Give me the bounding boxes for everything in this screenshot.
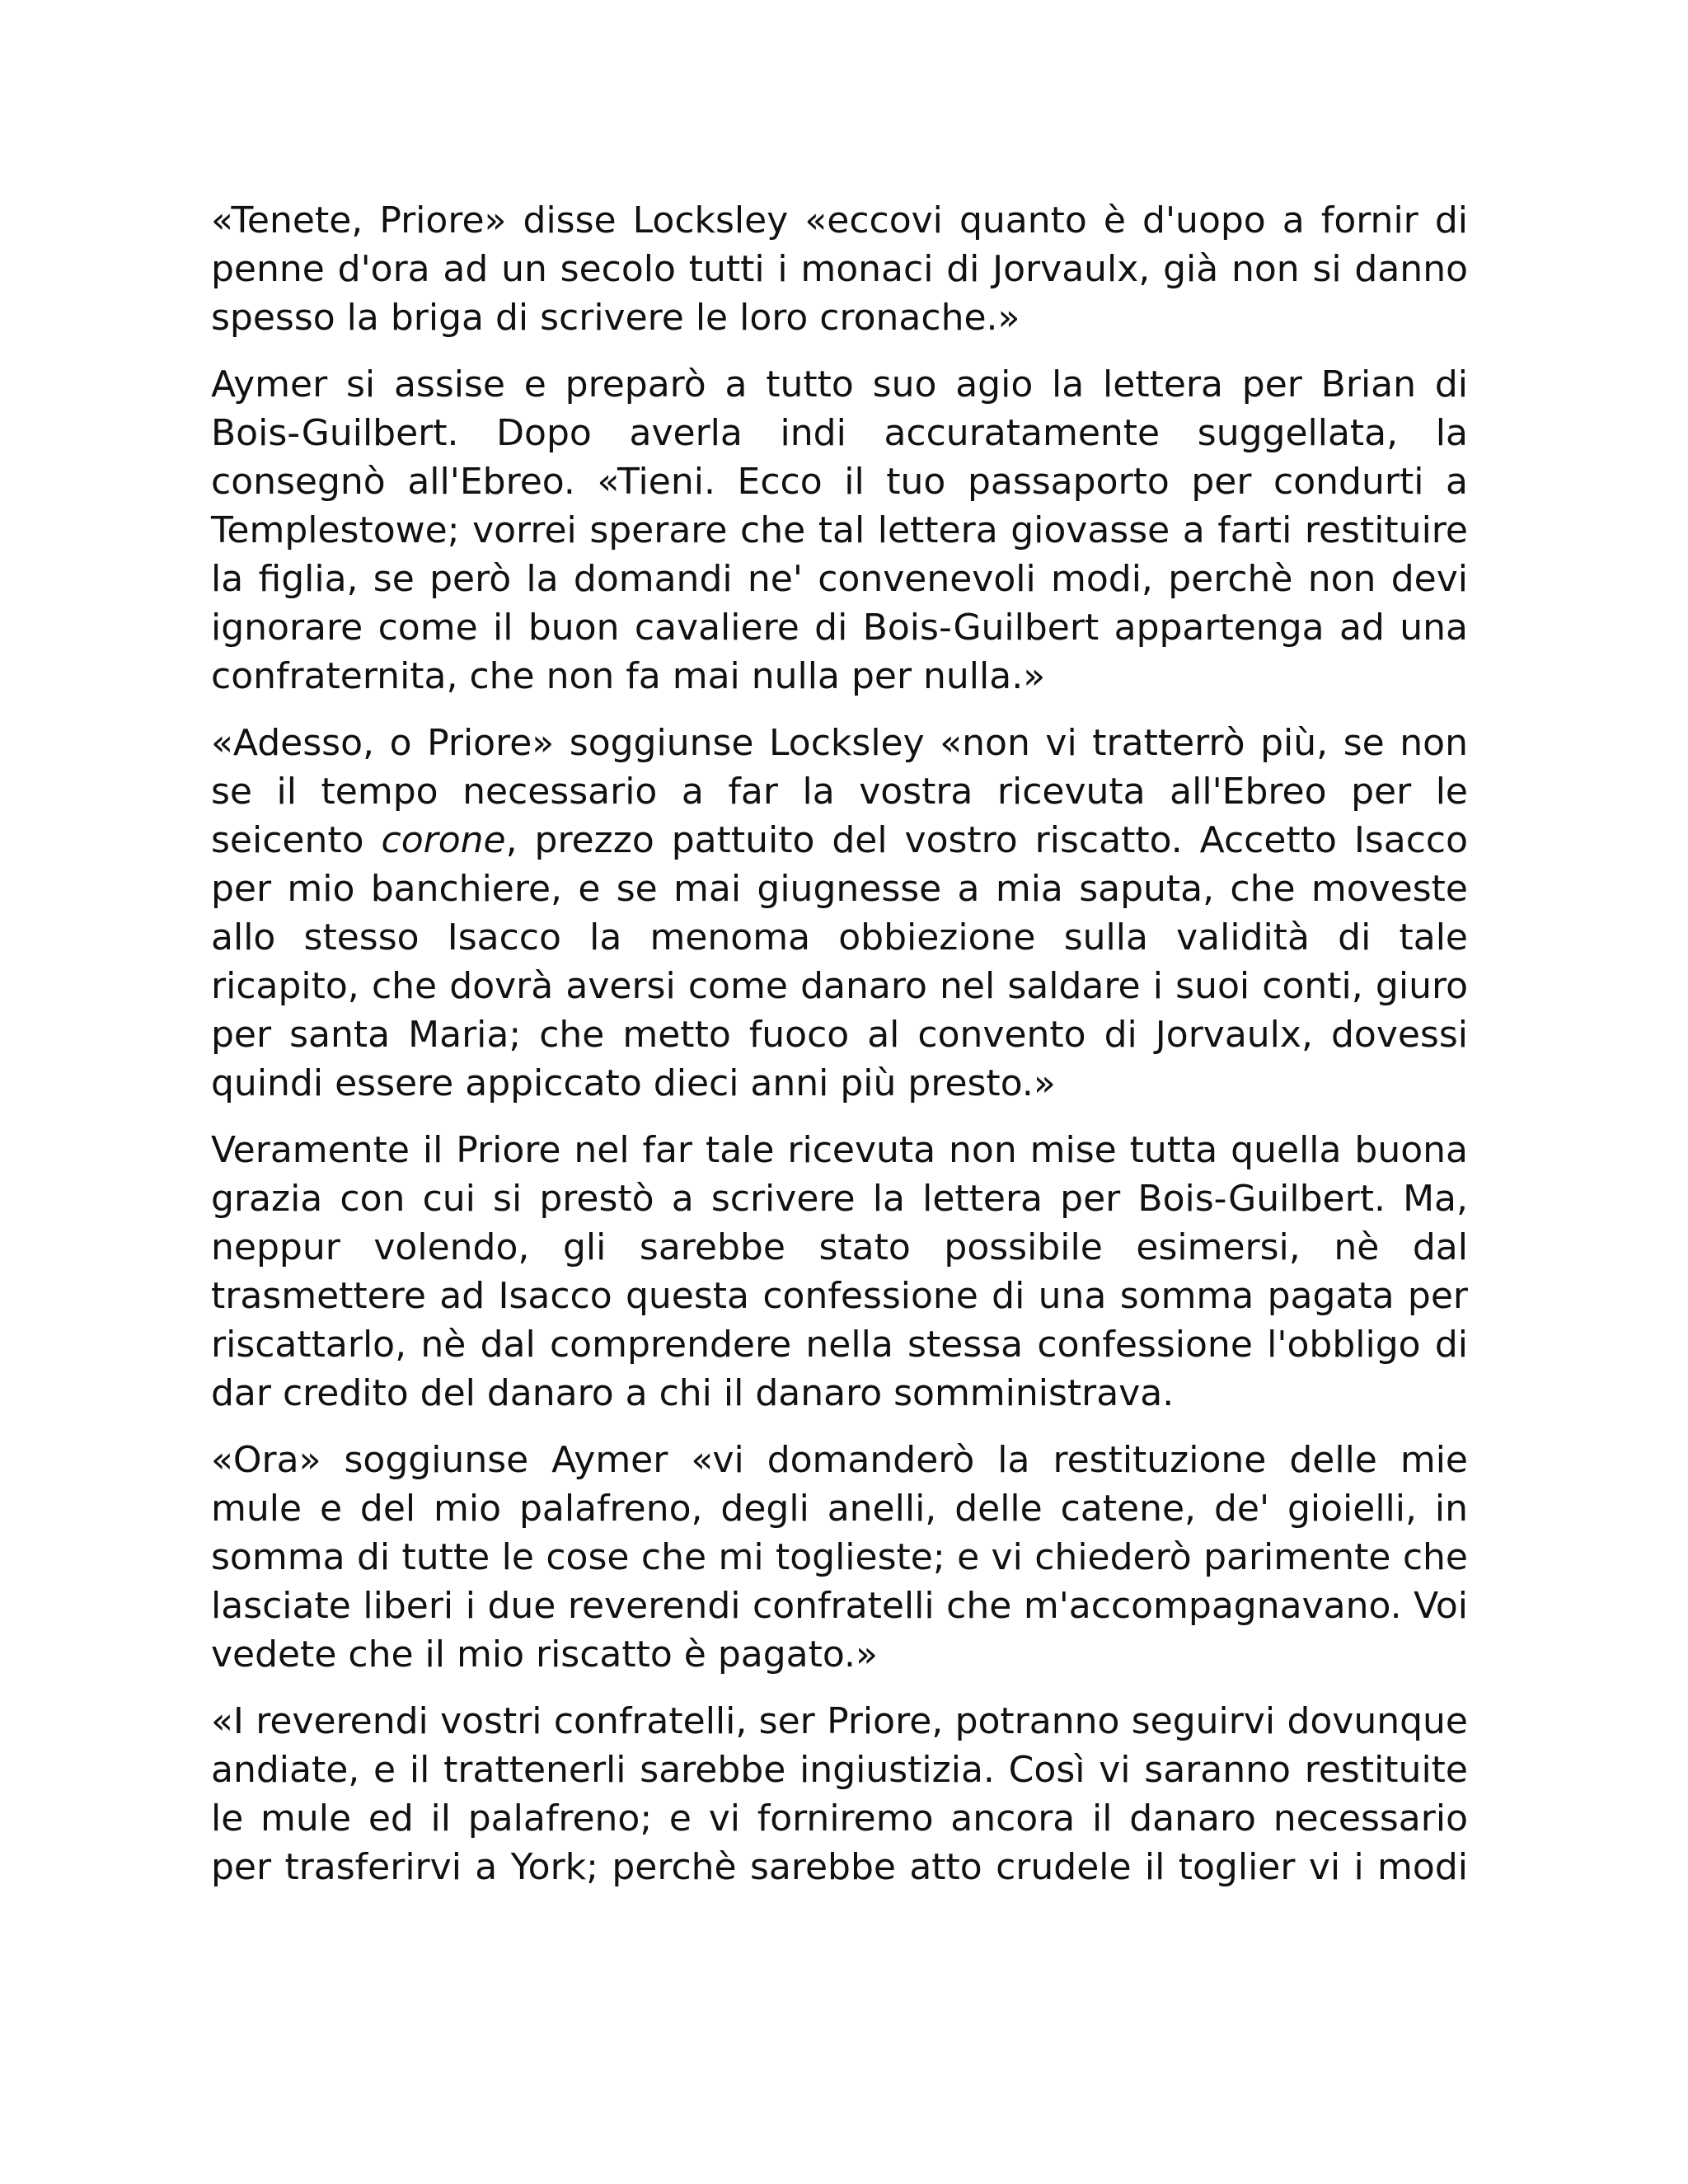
paragraph: Aymer si assise e preparò a tutto suo agio la lettera per Brian di Bois-Guilbert. Dopo averla indi accuratamente suggellata, la consegnò all'Ebreo. «Tieni. Ecco il tuo passaporto per condurti a Templestowe; vorrei sperare che tal lettera giovasse a farti restituire la figlia, se però la domandi ne' convenevoli modi, perchè non devi ignorare come il buon cavaliere di Bois-Guilbert appartenga ad una confraternita, che non fa mai nulla per nulla.» — [211, 363, 1468, 697]
paragraph-text: «Adesso, o Priore» soggiunse Locksley «non vi tratterrò più, se non se il tempo necessario a far la vostra ricevuta all'Ebreo per le seicento — [211, 722, 1468, 861]
paragraph — [211, 719, 1468, 1108]
paragraph: «I reverendi vostri confratelli, ser Priore, potranno seguirvi dovunque andiate, e il trattenerli sarebbe ingiustizia. Così vi saranno restituite le mule ed il palafreno; e vi forniremo ancora il danaro necessario per trasferirvi a York; perchè sarebbe atto crudele il toglier vi i modi — [211, 1700, 1468, 1888]
paragraph-text: , prezzo pattuito del vostro riscatto. Accetto Isacco per mio banchiere, e se mai giugnesse a mia saputa, che moveste allo stesso Isacco la menoma obbiezione sulla validità di tale ricapito, che dovrà aversi come danaro nel saldare i suoi conti, giuro per santa Maria; che metto fuoco al convento di Jorvaulx, dovessi quindi essere appiccato dieci anni più presto.» — [211, 819, 1468, 1104]
italic-word: corone — [381, 819, 506, 861]
paragraph: «Tenete, Priore» disse Locksley «eccovi quanto è d'uopo a fornir di penne d'ora ad un secolo tutti i monaci di Jorvaulx, già non si danno spesso la briga di scrivere le loro cronache.» — [211, 199, 1468, 339]
document-body — [211, 196, 1468, 1891]
paragraph: Veramente il Priore nel far tale ricevuta non mise tutta quella buona grazia con cui si prestò a scrivere la lettera per Bois-Guilbert. Ma, neppur volendo, gli sarebbe stato possibile esimersi, nè dal trasmettere ad Isacco questa confessione di una somma pagata per riscattarlo, nè dal comprendere nella stessa confessione l'obbligo di dar credito del danaro a chi il danaro somministrava. — [211, 1129, 1468, 1414]
paragraph: «Ora» soggiunse Aymer «vi domanderò la restituzione delle mie mule e del mio palafreno, degli anelli, delle catene, de' gioielli, in somma di tutte le cose che mi toglieste; e vi chiederò parimente che lasciate liberi i due reverendi confratelli che m'accompagnavano. Voi vedete che il mio riscatto è pagato.» — [211, 1439, 1468, 1675]
